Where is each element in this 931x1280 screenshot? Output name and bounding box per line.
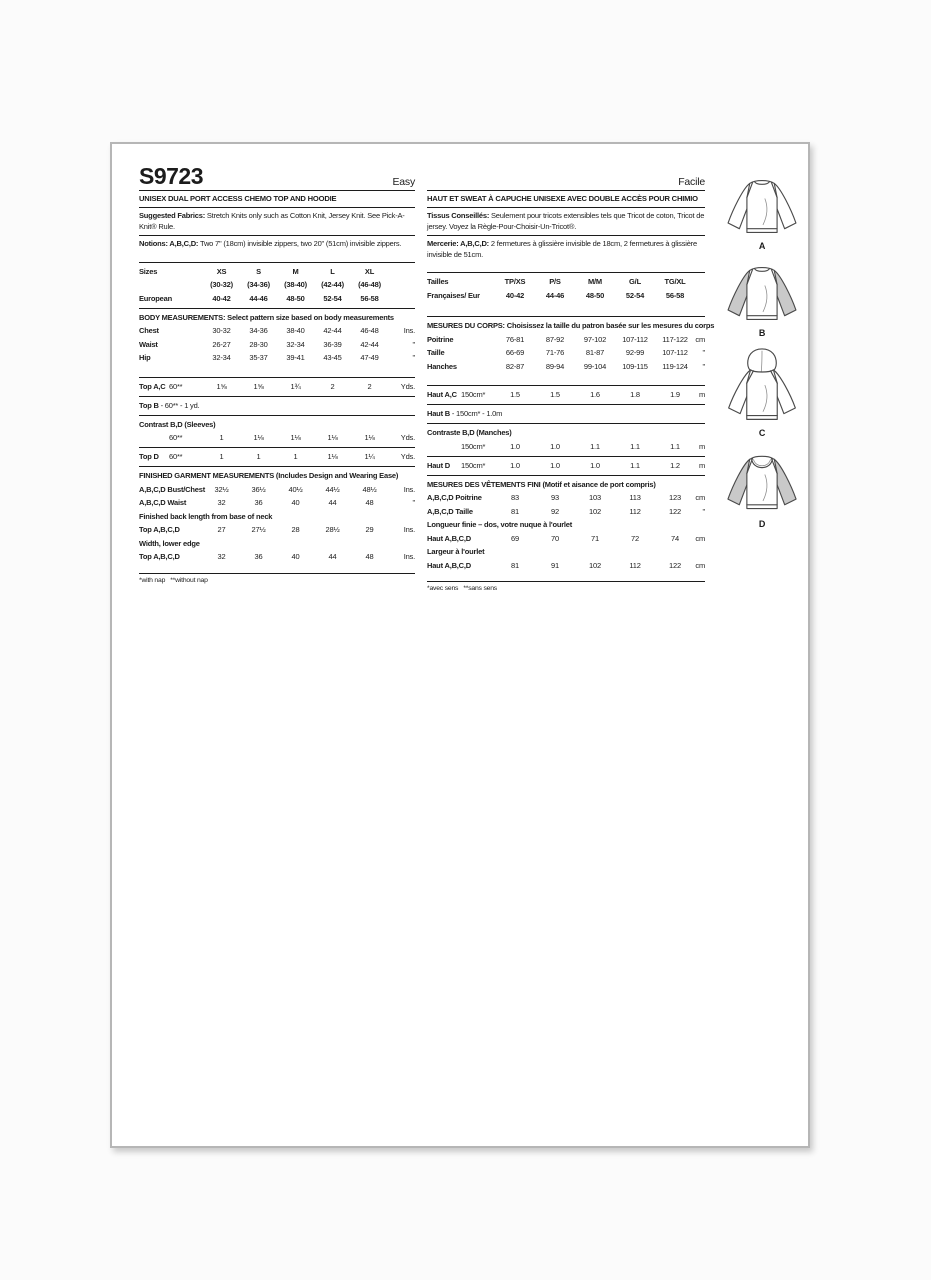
row-unit: m	[698, 441, 705, 451]
view-a-label: A	[758, 241, 766, 251]
row-value-cell: 122	[669, 506, 681, 516]
view-a-illustration	[718, 174, 806, 240]
row-label: Waist	[139, 339, 158, 349]
fabrics-en	[139, 208, 415, 236]
view-d-block	[716, 448, 808, 530]
finished-table-fr	[427, 475, 705, 573]
row-value-cell: 32-34	[212, 353, 231, 362]
row-value-cell: 26-27	[212, 339, 231, 349]
row-value-cell: 1⅛	[290, 433, 301, 442]
row-value-cell: 1.9	[670, 390, 680, 399]
view-c-block	[716, 347, 808, 439]
row-value-cell: 1.0	[590, 460, 600, 470]
row-value-cell: 36	[254, 552, 263, 561]
table-row	[139, 292, 415, 306]
row-value-cell: 97-102	[583, 334, 607, 344]
row-value-cell: M/M	[588, 277, 602, 286]
row-value-cell: 1.1	[670, 441, 680, 451]
row-value-cell: 44	[328, 552, 337, 561]
table-row	[139, 431, 415, 445]
notions-label-en: Notions: A,B,C,D:	[139, 239, 199, 248]
english-column	[139, 164, 415, 586]
table-row	[139, 351, 415, 365]
row-value-cell: 34-36	[249, 326, 268, 335]
row-value-cell: 72	[631, 533, 639, 543]
row-value-cell: 107-112	[622, 334, 648, 344]
pattern-number: S9723	[139, 163, 204, 189]
footnote-text-fr: *avec sens **sans sens	[427, 581, 705, 595]
row-unit: m	[698, 460, 705, 470]
fabrics-label-en: Suggested Fabrics:	[139, 211, 205, 220]
table-row	[427, 272, 705, 289]
view-c-illustration	[718, 347, 806, 427]
row-label: Top D 60**	[139, 452, 183, 461]
row-text-part: - 150cm* - 1.0m	[449, 409, 503, 418]
row-value-cell: 102	[589, 560, 601, 570]
row-text-part: - 60** - 1 yd.	[158, 400, 200, 410]
row-value-cell: 44-46	[249, 293, 268, 303]
row-value-cell: 109-115	[622, 361, 648, 371]
row-value-cell: (46-48)	[358, 280, 381, 289]
row-value-cell: (30-32)	[210, 280, 233, 289]
row-label: Haut A,B,C,D	[427, 560, 471, 570]
difficulty-en: Easy	[392, 176, 415, 188]
row-value-cell: 1.0	[510, 441, 520, 451]
row-unit: m	[698, 390, 705, 399]
table-section-row: FINISHED GARMENT MEASUREMENTS (Includes Design and Wearing Ease)	[139, 466, 415, 483]
header-row	[139, 164, 415, 191]
row-value-cell: 32	[217, 552, 226, 561]
notions-en	[139, 236, 415, 253]
row-value-cell: 1¾	[290, 381, 301, 391]
row-unit	[695, 275, 705, 289]
row-value-cell: 113	[629, 493, 641, 502]
row-value-cell: 123	[669, 493, 681, 502]
row-value-cell: L	[330, 266, 335, 276]
row-value-cell: TP/XS	[504, 277, 526, 286]
row-value-cell: 107-112	[662, 348, 688, 357]
row-value-cell: 48-50	[286, 293, 305, 303]
row-label: Haut A,B,C,D	[427, 533, 471, 543]
row-value-cell: 1.1	[590, 441, 600, 451]
row-value-cell: 32-34	[286, 339, 305, 349]
row-value-cell: 1¼	[364, 452, 375, 461]
row-unit: cm	[695, 533, 705, 543]
row-value-cell: P/S	[549, 277, 561, 286]
row-unit: Yds.	[400, 452, 415, 461]
row-label: A,B,C,D Taille	[427, 506, 473, 516]
title-en: UNISEX DUAL PORT ACCESS CHEMO TOP AND HOODIE	[139, 191, 415, 208]
notions-fr	[427, 236, 705, 263]
table-row	[427, 456, 705, 473]
row-value-cell: 119-124	[662, 361, 688, 371]
row-value-cell: 42-44	[323, 326, 342, 335]
row-unit: Ins.	[403, 484, 415, 494]
row-label: A,B,C,D Bust/Chest	[139, 484, 205, 494]
row-value-cell: 28-30	[249, 339, 268, 349]
row-value-cell: 56-58	[360, 293, 379, 303]
row-value-cell: 1.8	[630, 390, 640, 399]
view-d-illustration	[718, 448, 806, 518]
table-row	[139, 262, 415, 279]
row-fabric-width: 60**	[169, 381, 183, 391]
row-value-cell: 81	[511, 506, 519, 516]
row-value-cell: 1⅛	[253, 433, 264, 442]
row-value-cell: 74	[671, 533, 679, 543]
table-section-row	[139, 396, 415, 413]
table-row	[139, 278, 415, 292]
row-fabric-width: 150cm*	[461, 390, 486, 399]
row-unit: cm	[695, 493, 705, 502]
row-value-cell: 40	[291, 498, 300, 507]
row-value-cell: 70	[551, 533, 559, 543]
row-value-cell: 1.0	[550, 460, 560, 470]
view-c-label: C	[758, 428, 766, 438]
row-label: Hip	[139, 353, 151, 362]
row-value-cell: 44-46	[545, 290, 565, 300]
row-value-cell: (42-44)	[321, 280, 344, 289]
row-value-cell: 48	[365, 498, 374, 507]
table-section-row: Width, lower edge	[139, 538, 200, 548]
row-value-cell: 1⅛	[364, 433, 375, 442]
row-value-cell: 44	[328, 498, 337, 507]
row-value-cell: 1.2	[670, 460, 680, 470]
table-row	[427, 440, 705, 454]
row-value-cell: 48½	[362, 484, 377, 494]
row-fabric-width: 60**	[169, 433, 183, 442]
row-unit: "	[702, 348, 705, 357]
row-unit: Ins.	[403, 326, 415, 335]
row-value-cell: M	[292, 266, 299, 276]
row-label: Haut D 150cm*	[427, 460, 486, 470]
row-value-cell: 40-42	[505, 290, 525, 300]
table-row	[427, 491, 705, 505]
row-value-cell: 29	[365, 525, 374, 534]
row-value-cell: 81-87	[585, 348, 605, 357]
row-label: Top A,C 60**	[139, 381, 183, 391]
difficulty-fr: Facile	[678, 176, 705, 188]
notions-text-fr: 2 fermetures à glissière invisible de 18cm, 2 fermetures à glissière invisible de 51cm.	[427, 239, 697, 259]
row-value-cell: 30-32	[212, 326, 231, 335]
row-label: Taille	[427, 348, 445, 357]
row-value-cell: 117-122	[662, 334, 688, 344]
row-fabric-width: 150cm*	[461, 441, 486, 451]
row-unit: Yds.	[400, 381, 415, 391]
row-value-cell: 1	[219, 433, 224, 442]
table-section-row: Finished back length from base of neck	[139, 511, 273, 521]
row-value-cell: 71	[591, 533, 599, 543]
view-b-block	[716, 261, 808, 339]
fabrics-text-en: Stretch Knits only such as Cotton Knit, Jersey Knit. See Pick-A-Knit® Rule.	[139, 211, 405, 231]
row-value-cell: 1	[219, 452, 224, 461]
row-label: Poitrine	[427, 334, 454, 344]
table-row	[139, 377, 415, 394]
footnote-en	[139, 573, 415, 587]
row-value-cell: 28½	[325, 525, 340, 534]
table-section-row: Contraste B,D (Manches)	[427, 423, 705, 440]
row-value-cell: 2	[367, 381, 372, 391]
row-unit	[388, 278, 415, 292]
table-section-row: MESURES DES VÊTEMENTS FINI (Motif et aisance de port compris)	[427, 475, 705, 492]
row-value-cell: 1.1	[630, 441, 640, 451]
row-value-cell: 32½	[214, 484, 229, 494]
row-value-cell: 36½	[251, 484, 266, 494]
table-section-row: BODY MEASUREMENTS: Select pattern size based on body measurements	[139, 308, 415, 325]
row-unit: "	[702, 361, 705, 371]
row-value-cell: (38-40)	[284, 280, 307, 289]
notions-text-en: Two 7" (18cm) invisible zippers, two 20" (51cm) invisible zippers.	[198, 239, 402, 248]
row-value-cell: G/L	[629, 277, 641, 286]
row-value-cell: 1⅛	[327, 433, 338, 442]
fabrics-text-fr: Seulement pour tricots extensibles tels que Tricot de coton, Tricot de jersey. Voyez la Règle-Pour-Choisir-Un-Tricot®.	[427, 211, 705, 231]
row-unit	[388, 265, 415, 279]
row-value-cell: 1⅛	[327, 452, 338, 461]
row-value-cell: 102	[589, 506, 601, 516]
view-a-block	[716, 174, 808, 252]
row-value-cell: TG/XL	[664, 277, 686, 286]
table-row	[427, 360, 705, 374]
row-label: Haut A,C 150cm*	[427, 390, 486, 399]
row-value-cell: 48	[365, 552, 374, 561]
row-label: A,B,C,D Waist	[139, 498, 187, 507]
row-value-cell: S	[256, 266, 261, 276]
row-value-cell: 28	[291, 525, 300, 534]
row-unit: Ins.	[403, 525, 415, 534]
table-row	[139, 447, 415, 464]
table-row	[427, 333, 705, 347]
row-value-cell: 27½	[251, 525, 266, 534]
header-row-fr	[427, 164, 705, 191]
row-value-cell: 112	[629, 560, 641, 570]
row-value-cell: 47-49	[360, 353, 379, 362]
table-row	[427, 559, 705, 573]
row-value-cell: 2	[330, 381, 335, 391]
row-label: Top A,B,C,D	[139, 525, 180, 534]
table-section-row	[427, 404, 705, 421]
table-section-row: Largeur à l'ourlet	[427, 547, 485, 556]
footnote-fr	[427, 581, 705, 595]
table-row	[139, 523, 415, 537]
row-value-cell: 44½	[325, 484, 340, 494]
view-d-label: D	[758, 518, 766, 529]
row-value-cell: 48-50	[585, 290, 605, 300]
footnote-text-en: *with nap **without nap	[139, 573, 415, 587]
row-value-cell: XL	[364, 266, 375, 276]
title-fr: HAUT ET SWEAT À CAPUCHE UNISEXE AVEC DOUBLE ACCÈS POUR CHIMIO	[427, 191, 705, 208]
table-row	[139, 324, 415, 338]
row-fabric-width: 60**	[169, 452, 183, 461]
row-unit: Ins.	[403, 552, 415, 561]
row-value-cell: XS	[216, 266, 227, 276]
row-value-cell: (34-36)	[247, 280, 270, 289]
sizes-table-fr	[427, 272, 715, 373]
table-section-row: Contrast B,D (Sleeves)	[139, 415, 415, 432]
row-label: European	[139, 293, 172, 303]
row-value-cell: 52-54	[323, 293, 342, 303]
table-row	[139, 496, 415, 510]
row-label: Tailles	[427, 277, 449, 286]
row-value-cell: 83	[511, 493, 519, 502]
row-value-cell: 93	[551, 493, 559, 502]
table-section-row: MESURES DU CORPS: Choisissez la taille du patron basée sur les mesures du corps	[427, 316, 705, 333]
row-value-cell: 32	[217, 498, 226, 507]
row-unit: "	[702, 506, 705, 516]
row-value-cell: 40	[291, 552, 300, 561]
yardage-table-en	[139, 377, 415, 464]
row-text-part: Top B	[139, 400, 159, 410]
row-value-cell: 82-87	[505, 361, 525, 371]
table-section-row: Longueur finie – dos, votre nuque à l'ourlet	[427, 520, 573, 529]
row-value-cell: 1.5	[550, 390, 560, 399]
row-value-cell: 35-37	[249, 353, 268, 362]
finished-table-en	[139, 466, 415, 564]
row-value-cell: 1.5	[510, 390, 520, 399]
row-label	[139, 278, 203, 292]
french-column	[427, 164, 715, 595]
row-value-cell: 99-104	[583, 361, 607, 371]
row-value-cell: 1.0	[550, 441, 560, 451]
row-value-cell: 27	[217, 525, 226, 534]
row-value-cell: 46-48	[360, 326, 379, 335]
row-value-cell: 52-54	[625, 290, 645, 300]
table-row	[427, 346, 705, 360]
row-value-cell: 81	[511, 560, 519, 570]
row-value-cell: 36	[254, 498, 263, 507]
row-label: Sizes	[139, 266, 158, 276]
view-b-illustration	[718, 261, 806, 327]
row-value-cell: 71-76	[545, 348, 565, 357]
row-unit: "	[412, 498, 415, 507]
row-label: Top A,B,C,D	[139, 552, 180, 561]
table-row	[427, 385, 705, 402]
row-value-cell: 40½	[288, 484, 303, 494]
table-row	[139, 550, 415, 564]
row-value-cell: 56-58	[665, 290, 685, 300]
row-value-cell: 40-42	[212, 293, 231, 303]
row-value-cell: 1⅝	[216, 381, 227, 391]
row-label	[427, 440, 495, 454]
row-text-part: Haut B	[427, 409, 450, 418]
row-value-cell: 1.6	[590, 390, 600, 399]
row-fabric-width: 150cm*	[461, 460, 486, 470]
table-row	[139, 483, 415, 497]
row-label: Chest	[139, 326, 159, 335]
row-unit: cm	[695, 560, 705, 570]
row-label: Françaises/ Eur	[427, 290, 480, 300]
pattern-sheet-page	[110, 142, 810, 1148]
row-unit: "	[412, 339, 415, 349]
row-value-cell: 1.0	[510, 460, 520, 470]
row-value-cell: 92-99	[625, 348, 645, 357]
row-value-cell: 112	[629, 506, 641, 516]
fabrics-fr	[427, 208, 705, 236]
sizes-table-en	[139, 262, 415, 365]
yardage-table-fr	[427, 385, 705, 472]
row-value-cell: 36-39	[323, 339, 342, 349]
table-row	[427, 532, 705, 546]
notions-label-fr: Mercerie: A,B,C,D:	[427, 239, 489, 248]
row-value-cell: 87-92	[545, 334, 565, 344]
row-value-cell: 76-81	[505, 334, 525, 344]
row-unit: "	[412, 353, 415, 362]
row-value-cell: 39-41	[286, 353, 305, 362]
row-value-cell: 92	[551, 506, 559, 516]
row-value-cell: 91	[551, 560, 559, 570]
fabrics-label-fr: Tissus Conseillés:	[427, 211, 490, 220]
row-unit	[388, 292, 415, 306]
row-value-cell: 43-45	[323, 353, 342, 362]
row-label	[139, 431, 203, 445]
row-value-cell: 69	[511, 533, 519, 543]
table-row	[427, 505, 705, 519]
row-value-cell: 89-94	[545, 361, 565, 371]
row-value-cell: 66-69	[505, 348, 525, 357]
garment-views-rail	[716, 174, 808, 538]
row-value-cell: 122	[669, 560, 681, 570]
table-row	[427, 289, 705, 303]
row-value-cell: 1⅝	[253, 381, 264, 391]
table-row	[139, 338, 415, 352]
row-label: Hanches	[427, 361, 457, 371]
row-value-cell: 1.1	[630, 460, 640, 470]
row-unit: Yds.	[400, 433, 415, 442]
row-unit: cm	[695, 334, 705, 344]
view-b-label: B	[758, 327, 766, 338]
row-value-cell: 103	[589, 493, 601, 502]
row-value-cell: 1	[293, 452, 298, 461]
row-value-cell: 38-40	[286, 326, 305, 335]
row-value-cell: 1	[256, 452, 261, 461]
row-unit	[695, 289, 705, 303]
row-value-cell: 42-44	[360, 339, 379, 349]
row-label: A,B,C,D Poitrine	[427, 493, 482, 502]
